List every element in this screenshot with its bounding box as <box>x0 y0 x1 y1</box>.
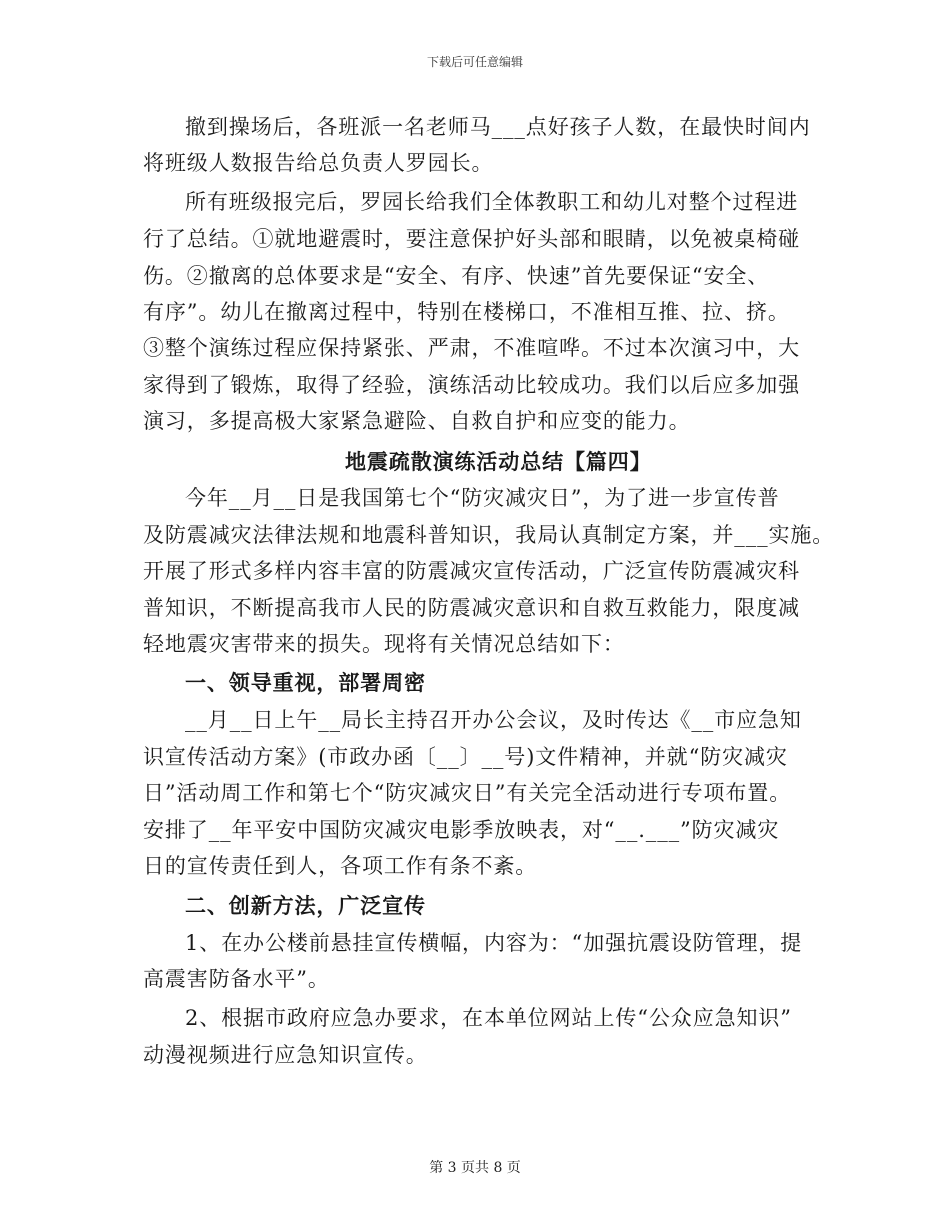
body-line: 1、在办公楼前悬挂宣传横幅，内容为：“加强抗震设防管理，提 <box>185 931 803 955</box>
body-line: 高震害防备水平”。 <box>143 967 330 991</box>
body-line: 及防震减灾法律法规和地震科普知识，我局认真制定方案，并___实施。 <box>143 523 835 547</box>
section-title: 地震疏散演练活动总结【篇四】 <box>345 449 652 474</box>
body-line: 日”活动周工作和第七个“防灾减灾日”有关完全活动进行专项布置。 <box>143 781 792 805</box>
body-line: 2、根据市政府应急办要求，在本单位网站上传“公众应急知识” <box>185 1006 792 1030</box>
body-line: 日的宣传责任到人，各项工作有条不紊。 <box>143 854 538 878</box>
page-header: 下载后可任意编辑 <box>426 55 523 69</box>
page-footer: 第 3 页共 8 页 <box>429 1160 521 1176</box>
body-line: __月__日上午__局长主持召开办公会议，及时传达《__市应急知 <box>185 708 802 732</box>
body-line: 今年__月__日是我国第七个“防灾减灾日”，为了进一步宣传普 <box>185 486 780 510</box>
body-line: 普知识，不断提高我市人民的防震减灾意识和自救互救能力，限度减 <box>143 596 800 620</box>
subheading: 二、创新方法，广泛宣传 <box>185 893 426 918</box>
body-line: 轻地震灾害带来的损失。现将有关情况总结如下： <box>143 632 625 656</box>
body-line: 动漫视频进行应急知识宣传。 <box>143 1043 428 1067</box>
body-line: 行了总结。①就地避震时，要注意保护好头部和眼睛，以免被桌椅碰 <box>143 227 800 251</box>
body-line: 将班级人数报告给总负责人罗园长。 <box>143 151 494 175</box>
body-line: 开展了形式多样内容丰富的防震减灾宣传活动，广泛宣传防震减灾科 <box>143 559 800 583</box>
body-line: ③整个演练过程应保持紧张、严肃，不准喧哗。不过本次演习中，大 <box>143 336 800 360</box>
body-line: 所有班级报完后，罗园长给我们全体教职工和幼儿对整个过程进 <box>185 190 799 214</box>
body-line: 伤。②撤离的总体要求是“安全、有序、快速”首先要保证“安全、 <box>143 264 770 288</box>
body-line: 家得到了锻炼，取得了经验，演练活动比较成功。我们以后应多加强 <box>143 373 800 397</box>
body-line: 安排了__年平安中国防灾减灾电影季放映表，对“__.___”防灾减灾 <box>143 818 780 842</box>
body-line: 演习，多提高极大家紧急避险、自救自护和应变的能力。 <box>143 409 691 433</box>
subheading: 一、领导重视，部署周密 <box>185 670 426 695</box>
body-line: 有序”。幼儿在撤离过程中，特别在楼梯口，不准相互推、拉、挤。 <box>143 300 790 324</box>
body-line: 撤到操场后，各班派一名老师马___点好孩子人数，在最快时间内 <box>185 115 811 139</box>
body-line: 识宣传活动方案》(市政办函〔__〕__号)文件精神，并就“防灾减灾 <box>143 745 788 769</box>
